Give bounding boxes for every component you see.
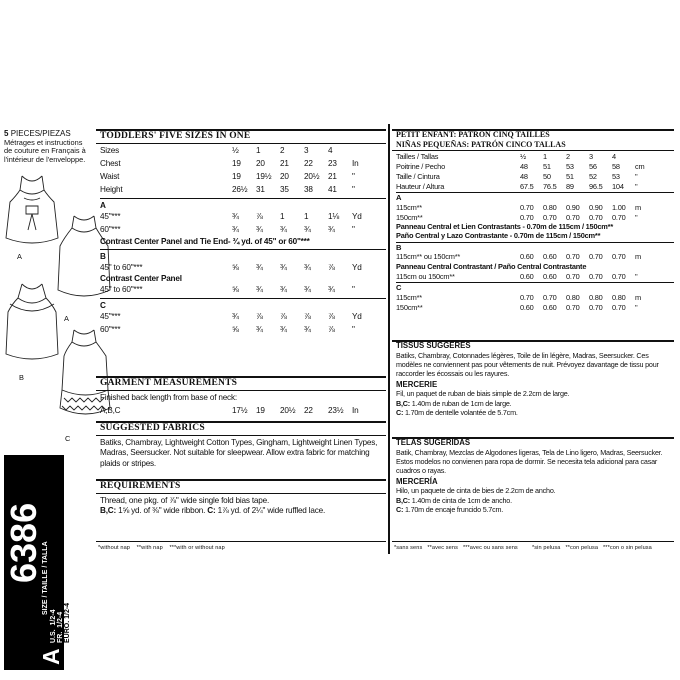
value-cell: ¾ (280, 263, 287, 272)
value-cell: ½ (232, 146, 239, 155)
value-cell: 0.70 (612, 252, 626, 262)
row-label: Sizes (100, 146, 120, 155)
value-cell: 56 (589, 161, 597, 171)
value-cell: 20½ (280, 406, 296, 415)
value-cell: 0.70 (543, 212, 557, 222)
french-note-line-1: Métrages et instructions (4, 137, 83, 147)
value-cell: ¾ (280, 285, 287, 294)
merceria-c-label: C: (396, 505, 404, 515)
english-view-a: A (100, 201, 106, 210)
value-cell: 0.60 (543, 252, 557, 262)
value-cell: 0.60 (520, 302, 534, 312)
french-contrast-a1: Panneau Central et Lien Contrastants - 0.70m de 115cm / 150cm** (396, 222, 614, 231)
value-cell: ¾ (328, 225, 335, 234)
value-cell: 21 (328, 172, 337, 181)
value-cell: 52 (589, 171, 597, 181)
value-cell: 0.80 (566, 292, 580, 302)
french-size-table (396, 151, 655, 191)
table-row (396, 161, 655, 171)
value-cell: ⅞ (328, 312, 335, 321)
value-cell: 20½ (304, 172, 320, 181)
value-cell: 0.80 (612, 292, 626, 302)
fabrics-title-rule (96, 435, 386, 436)
value-cell: 0.80 (589, 292, 603, 302)
value-cell: 1⅛ (328, 212, 339, 221)
foot-avec-ou-sans-sens: ***avec ou sans sens (462, 545, 518, 551)
value-cell: 96.5 (589, 181, 603, 191)
merceria-title: MERCERÍA (396, 476, 438, 486)
pattern-code-panel (3, 455, 71, 670)
english-footnotes (98, 545, 225, 551)
english-view-b-table-2 (100, 283, 378, 296)
value-cell: ¾ (304, 225, 311, 234)
value-cell: 19 (232, 159, 241, 168)
english-view-b: B (100, 252, 106, 261)
row-label: 115cm ou 150cm** (396, 271, 455, 281)
spanish-footnotes (532, 545, 652, 551)
foot-without-nap: *without nap (98, 545, 130, 551)
value-cell: 76.5 (543, 181, 557, 191)
foot-con-o-sin-pelusa: ***con o sin pelusa (603, 545, 652, 551)
row-label: 60"*** (100, 325, 121, 334)
table-row (100, 183, 378, 196)
unit-cell: " (352, 185, 355, 194)
value-cell: 20 (256, 159, 265, 168)
value-cell: 0.70 (589, 252, 603, 262)
french-view-b-table-2 (396, 271, 655, 281)
value-cell: 51 (566, 171, 574, 181)
unit-cell: " (635, 212, 638, 222)
row-label: Tailles / Tallas (396, 151, 439, 161)
fr-divider-c (396, 282, 674, 283)
value-cell: 0.70 (520, 292, 534, 302)
garment-table (100, 404, 378, 417)
table-row (396, 151, 655, 161)
value-cell: 104 (612, 181, 624, 191)
mercerie-title: MERCERIE (396, 379, 438, 389)
unit-cell (635, 151, 655, 161)
table-row (100, 210, 378, 223)
en-divider-a (100, 198, 386, 199)
value-cell: 22 (304, 159, 313, 168)
value-cell: 2 (566, 151, 570, 161)
value-cell: 31 (256, 185, 265, 194)
value-cell: ¾ (256, 285, 263, 294)
req-line-2 (100, 506, 386, 516)
req-bc-text: 1⅝ yd. of ⅜" wide ribbon. (116, 506, 208, 516)
value-cell: ¾ (304, 325, 311, 334)
row-label: 45" to 60"*** (100, 263, 143, 272)
mercerie-bc-label: B,C: (396, 398, 410, 408)
mercerie-c-text: 1.70m de dentelle volantée de 5.7cm. (403, 408, 518, 418)
french-contrast-b: Panneau Central Contrastant / Paño Central Contrastante (396, 261, 587, 271)
french-notions (396, 341, 674, 417)
row-label: 115cm** (396, 202, 422, 212)
table-row (396, 302, 655, 312)
value-cell: 0.60 (543, 302, 557, 312)
unit-cell: m (635, 252, 641, 262)
value-cell: 1 (304, 212, 309, 221)
us-label: U.S. (50, 629, 57, 643)
french-foot-rule (392, 541, 674, 542)
size-letter: A (38, 648, 64, 665)
value-cell: 23½ (328, 406, 344, 415)
value-cell: 19 (232, 172, 241, 181)
row-label: 150cm** (396, 212, 423, 222)
value-cell: ⅞ (256, 312, 263, 321)
french-view-c-table (396, 292, 655, 312)
value-cell: ¾ (232, 312, 239, 321)
english-body (100, 144, 386, 336)
table-row (100, 170, 378, 183)
value-cell: ¾ (328, 285, 335, 294)
value-cell: 19 (256, 406, 265, 415)
value-cell: 1 (543, 151, 547, 161)
req-title: REQUIREMENTS (100, 481, 181, 491)
value-cell: ¾ (304, 285, 311, 294)
unit-cell: " (352, 285, 355, 294)
value-cell: 0.70 (566, 212, 580, 222)
french-view-a-table (396, 202, 655, 222)
value-cell: 51 (543, 161, 551, 171)
english-contrast-b: Contrast Center Panel (100, 274, 182, 283)
fabrics-text: Batiks, Chambray, Lightweight Cotton Types, Gingham, Lightweight Linen Types, Madras, Seersucker. Not suitable for sleepwear. Allow extra fabric for matching plaids or stripes. (100, 438, 378, 468)
row-label: 45"*** (100, 212, 121, 221)
unit-cell: m (635, 292, 641, 302)
foot-con-pelusa: **con pelusa (565, 545, 599, 551)
foot-sans-sens: *sans sens (394, 545, 423, 551)
foot-with-or-without-nap: ***with or without nap (169, 545, 225, 551)
mercerie-bc-text: 1.40m de ruban de 1cm de large. (409, 398, 512, 408)
view-label-a1: A (17, 252, 22, 261)
value-cell: 2 (280, 146, 285, 155)
row-label: Taille / Cintura (396, 171, 440, 181)
unit-cell: In (352, 159, 359, 168)
french-note-line-3: l'intérieur de l'enveloppe. (4, 154, 86, 164)
table-row (396, 171, 655, 181)
table-row (100, 283, 378, 296)
row-label: Height (100, 185, 123, 194)
mercerie-c-label: C: (396, 408, 404, 418)
row-label: 115cm** ou 150cm** (396, 252, 461, 262)
table-row (100, 157, 378, 170)
merceria-bc-label: B,C: (396, 495, 410, 505)
value-cell: ¾ (304, 263, 311, 272)
value-cell: 53 (612, 171, 620, 181)
merceria-line-3 (396, 505, 674, 514)
table-row (100, 144, 378, 157)
value-cell: 4 (612, 151, 616, 161)
merceria-line-2 (396, 496, 674, 505)
unit-cell: " (352, 225, 355, 234)
euro-label: EURO. (64, 620, 71, 643)
value-cell: 20 (280, 172, 289, 181)
value-cell: 1 (256, 146, 261, 155)
value-cell: 89 (566, 181, 574, 191)
french-contrast-a2: Paño Central y Lazo Contrastante - 0.70m de 115cm / 150cm** (396, 231, 601, 241)
french-body (396, 151, 674, 312)
garment-title: GARMENT MEASUREMENTS (100, 378, 238, 388)
value-cell: 0.60 (520, 252, 534, 262)
unit-cell: " (635, 271, 638, 281)
value-cell: 0.70 (566, 252, 580, 262)
req-line-1: Thread, one pkg. of ⅞" wide single fold bias tape. (100, 496, 270, 505)
value-cell: ¾ (280, 225, 287, 234)
value-cell: 3 (304, 146, 309, 155)
row-label: 45" to 60"*** (100, 285, 143, 294)
tissus-title: TISSUS SUGGÉRÉS (396, 341, 471, 350)
value-cell: 17½ (232, 406, 248, 415)
en-divider-b (100, 249, 386, 250)
value-cell: 48 (520, 161, 528, 171)
merceria-line-1: Hilo, un paquete de cinta de bies de 2.2cm de ancho. (396, 486, 556, 496)
french-note-line-2: de couture en Français à (4, 146, 86, 156)
value-cell: 38 (304, 185, 313, 194)
french-title-1: PETIT ENFANT: PATRON CINQ TAILLES (396, 130, 550, 139)
french-title-2: NIÑAS PEQUEÑAS: PATRÓN CINCO TALLAS (396, 139, 566, 149)
value-cell: 67.5 (520, 181, 534, 191)
value-cell: 0.70 (589, 302, 603, 312)
value-cell: 21 (280, 159, 289, 168)
table-row (100, 310, 378, 323)
value-cell: 58 (612, 161, 620, 171)
english-view-c-table (100, 310, 378, 336)
merceria-bc-text: 1.40m de cinta de 1cm de ancho. (409, 495, 512, 505)
value-cell: ⅝ (232, 285, 239, 294)
garment-desc: Finished back length from base of neck: (100, 393, 237, 402)
value-cell: ⅞ (280, 312, 287, 321)
value-cell: ⅝ (232, 325, 239, 334)
row-label: 60"*** (100, 225, 121, 234)
french-view-a: A (396, 193, 402, 202)
value-cell: 1 (280, 212, 285, 221)
value-cell: 0.90 (566, 202, 580, 212)
unit-cell: m (635, 202, 641, 212)
row-label: 45"*** (100, 312, 121, 321)
row-label: Poitrine / Pecho (396, 161, 445, 171)
fr-label: FR. (57, 631, 64, 643)
value-cell: ⅝ (232, 263, 239, 272)
value-cell: ⅞ (328, 325, 335, 334)
column-divider (388, 124, 390, 554)
foot-with-nap: **with nap (136, 545, 163, 551)
value-cell: 0.70 (612, 302, 626, 312)
value-cell: 0.70 (612, 271, 626, 281)
english-size-table (100, 144, 378, 196)
value-cell: ⅞ (256, 212, 263, 221)
fabrics-title: SUGGESTED FABRICS (100, 423, 205, 433)
table-row (396, 252, 655, 262)
value-cell: ¾ (232, 212, 239, 221)
row-label: A,B,C (100, 406, 121, 415)
unit-cell: " (635, 181, 638, 191)
value-cell: ⅞ (304, 312, 311, 321)
english-title: TODDLERS' FIVE SIZES IN ONE (100, 131, 251, 141)
telas-text: Batik, Chambray, Mezclas de Algodones ligeras, Tela de Lino ligero, Madras, Seersucker. Estos modelos no convienen para ropa de dormir. Se necesita tela adicional para casar cuadros o rayas. (396, 447, 663, 476)
value-cell: 0.70 (520, 212, 534, 222)
value-cell: ¾ (232, 225, 239, 234)
value-cell: 0.70 (589, 271, 603, 281)
unit-cell (352, 144, 378, 157)
value-cell: 0.70 (589, 212, 603, 222)
table-row (100, 223, 378, 236)
english-view-a-table (100, 210, 378, 236)
view-label-c: C (65, 434, 71, 443)
fr-divider-b (396, 242, 674, 243)
value-cell: 0.70 (566, 271, 580, 281)
unit-cell: Yd (352, 263, 362, 272)
value-cell: ½ (520, 151, 526, 161)
mercerie-line-1: Fil, un paquet de ruban de biais simple de 2.2cm de large. (396, 389, 570, 399)
french-view-b: B (396, 242, 402, 252)
value-cell: 0.70 (520, 202, 534, 212)
req-c-text: 1⅞ yd. of 2¼" wide ruffled lace. (215, 506, 326, 516)
value-cell: ¾ (256, 325, 263, 334)
english-foot-rule (96, 541, 386, 542)
fr-divider-a (396, 192, 674, 193)
euro-value: 1/2-4 (64, 602, 71, 619)
value-cell: 41 (328, 185, 337, 194)
value-cell: 48 (520, 171, 528, 181)
value-cell: 23 (328, 159, 337, 168)
value-cell: 22 (304, 406, 313, 415)
en-divider-c (100, 298, 386, 299)
value-cell: 50 (543, 171, 551, 181)
row-label: Waist (100, 172, 120, 181)
french-view-b-table-1 (396, 252, 655, 262)
view-a-front-drawing (6, 176, 58, 243)
unit-cell: " (635, 302, 638, 312)
row-label: Chest (100, 159, 121, 168)
mercerie-line-2 (396, 399, 674, 408)
value-cell: 0.60 (520, 271, 534, 281)
value-cell: 0.70 (612, 212, 626, 222)
table-row (396, 181, 655, 191)
table-row (396, 202, 655, 212)
view-label-a2: A (64, 314, 69, 323)
unit-cell: Yd (352, 312, 362, 321)
value-cell: 0.70 (566, 302, 580, 312)
english-view-c: C (100, 301, 106, 310)
table-row (100, 261, 378, 274)
fr-value: 1/2-4 (57, 611, 64, 628)
unit-cell: " (352, 325, 355, 334)
value-cell: 19½ (256, 172, 272, 181)
value-cell: 3 (589, 151, 593, 161)
pieces-label: PIECES/PIEZAS (10, 129, 71, 138)
value-cell: 4 (328, 146, 333, 155)
table-row (396, 271, 655, 281)
french-footnotes (394, 545, 518, 551)
value-cell: ¾ (256, 263, 263, 272)
value-cell: ⅞ (328, 263, 335, 272)
pattern-number: 6386 (3, 502, 44, 583)
value-cell: 0.90 (589, 202, 603, 212)
value-cell: 0.70 (543, 292, 557, 302)
english-contrast-a: Contrast Center Panel and Tie End- ¾ yd. of 45" or 60"*** (100, 237, 310, 246)
table-row (100, 404, 378, 417)
req-title-rule (96, 493, 386, 494)
unit-cell: " (352, 172, 355, 181)
value-cell: 26½ (232, 185, 248, 194)
value-cell: ¾ (256, 225, 263, 234)
merceria-c-text: 1.70m de encaje fruncido 5.7cm. (403, 505, 504, 515)
value-cell: 0.60 (543, 271, 557, 281)
pieces-number: 5 (4, 129, 9, 138)
telas-title: TELAS SUGERIDAS (396, 438, 471, 447)
foot-avec-sens: **avec sens (427, 545, 458, 551)
value-cell: 53 (566, 161, 574, 171)
table-row (100, 323, 378, 336)
tissus-text: Batiks, Chambray, Cotonnades légères, Toile de lin légère, Madras, Seersucker. Ces modèles ne conviennent pas pour vêtements de nuit. Prévoyez davantage de tissu pour raccorder les écossais ou les rayures. (396, 350, 659, 379)
unit-cell: In (352, 406, 359, 415)
french-view-c: C (396, 283, 402, 293)
req-c-label: C: (207, 506, 216, 516)
value-cell: 0.80 (543, 202, 557, 212)
value-cell: 1.00 (612, 202, 626, 212)
req-text (100, 496, 386, 517)
value-cell: 35 (280, 185, 289, 194)
req-bc-label: B,C: (100, 506, 117, 516)
garment-title-rule (96, 390, 386, 391)
mercerie-line-3 (396, 408, 674, 417)
view-label-b: B (19, 373, 24, 382)
spanish-notions (396, 438, 674, 514)
row-label: Hauteur / Altura (396, 181, 445, 191)
french-titles (396, 130, 566, 149)
unit-cell: cm (635, 161, 645, 171)
row-label: 150cm** (396, 302, 423, 312)
us-value: 1/2-4 (50, 609, 57, 626)
value-cell: ¾ (280, 325, 287, 334)
foot-sin-pelusa: *sin pelusa (532, 545, 561, 551)
unit-cell: Yd (352, 212, 362, 221)
english-view-b-table-1 (100, 261, 378, 274)
unit-cell: " (635, 171, 638, 181)
row-label: 115cm** (396, 292, 422, 302)
view-b-drawing (6, 284, 58, 359)
size-label: SIZE / TAILLE / TALLA (42, 541, 49, 615)
table-row (396, 212, 655, 222)
euro-sizes (64, 603, 72, 643)
table-row (396, 292, 655, 302)
